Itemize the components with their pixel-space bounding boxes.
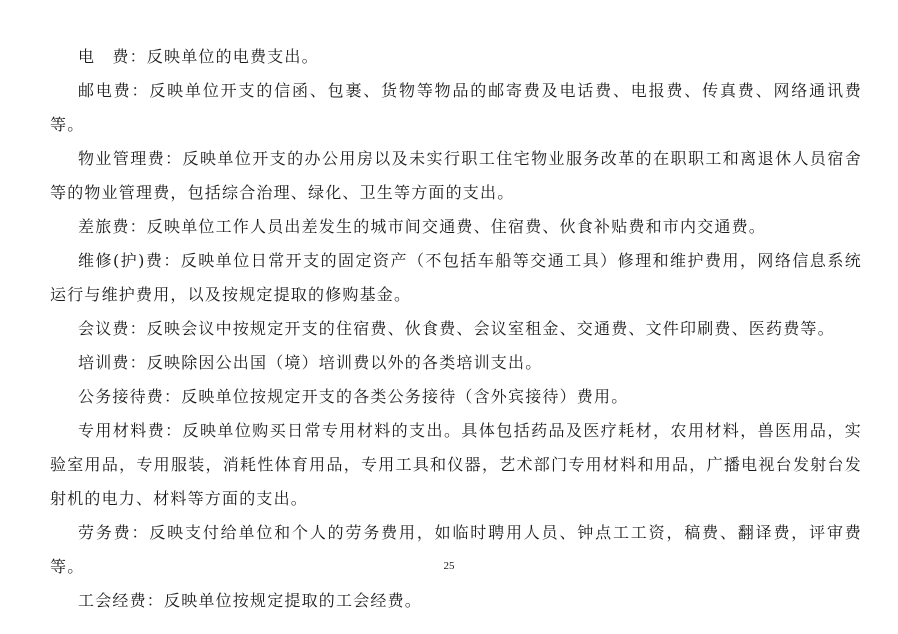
paragraph-travel: 差旅费：反映单位工作人员出差发生的城市间交通费、住宿费、伙食补贴费和市内交通费。 — [78, 217, 767, 236]
paragraph-special-materials: 专用材料费：反映单位购买日常专用材料的支出。具体包括药品及医疗耗材，农用材料，兽医用品，实验室用品，专用服装，消耗性体育用品，专用工具和仪器，艺术部门专用材料和用品，广播电视台发射台发射机的电力、材料等方面的支出。 — [50, 421, 862, 508]
paragraph-labor-services: 劳务费：反映支付给单位和个人的劳务费用，如临时聘用人员、钟点工工资，稿费、翻译费，评审费等。 — [50, 523, 862, 576]
paragraph-property-management: 物业管理费：反映单位开支的办公用房以及未实行职工住宅物业服务改革的在职职工和离退休人员宿舍等的物业管理费，包括综合治理、绿化、卫生等方面的支出。 — [50, 149, 862, 202]
paragraph-meeting: 会议费：反映会议中按规定开支的住宿费、伙食费、会议室租金、交通费、文件印刷费、医药费等。 — [78, 319, 835, 338]
paragraph-postal-telecom: 邮电费：反映单位开支的信函、包裹、货物等物品的邮寄费及电话费、电报费、传真费、网络通讯费等。 — [50, 81, 862, 134]
paragraph-official-reception: 公务接待费：反映单位按规定开支的各类公务接待（含外宾接待）费用。 — [78, 387, 629, 406]
paragraph-maintenance: 维修(护)费：反映单位日常开支的固定资产（不包括车船等交通工具）修理和维护费用，网络信息系统运行与维护费用，以及按规定提取的修购基金。 — [50, 251, 862, 304]
paragraph-union-funds: 工会经费：反映单位按规定提取的工会经费。 — [78, 591, 423, 610]
document-body — [50, 40, 862, 618]
page-number: 25 — [443, 560, 455, 572]
paragraph-training: 培训费：反映除因公出国（境）培训费以外的各类培训支出。 — [78, 353, 543, 372]
paragraph-electricity: 电 费：反映单位的电费支出。 — [78, 47, 319, 66]
